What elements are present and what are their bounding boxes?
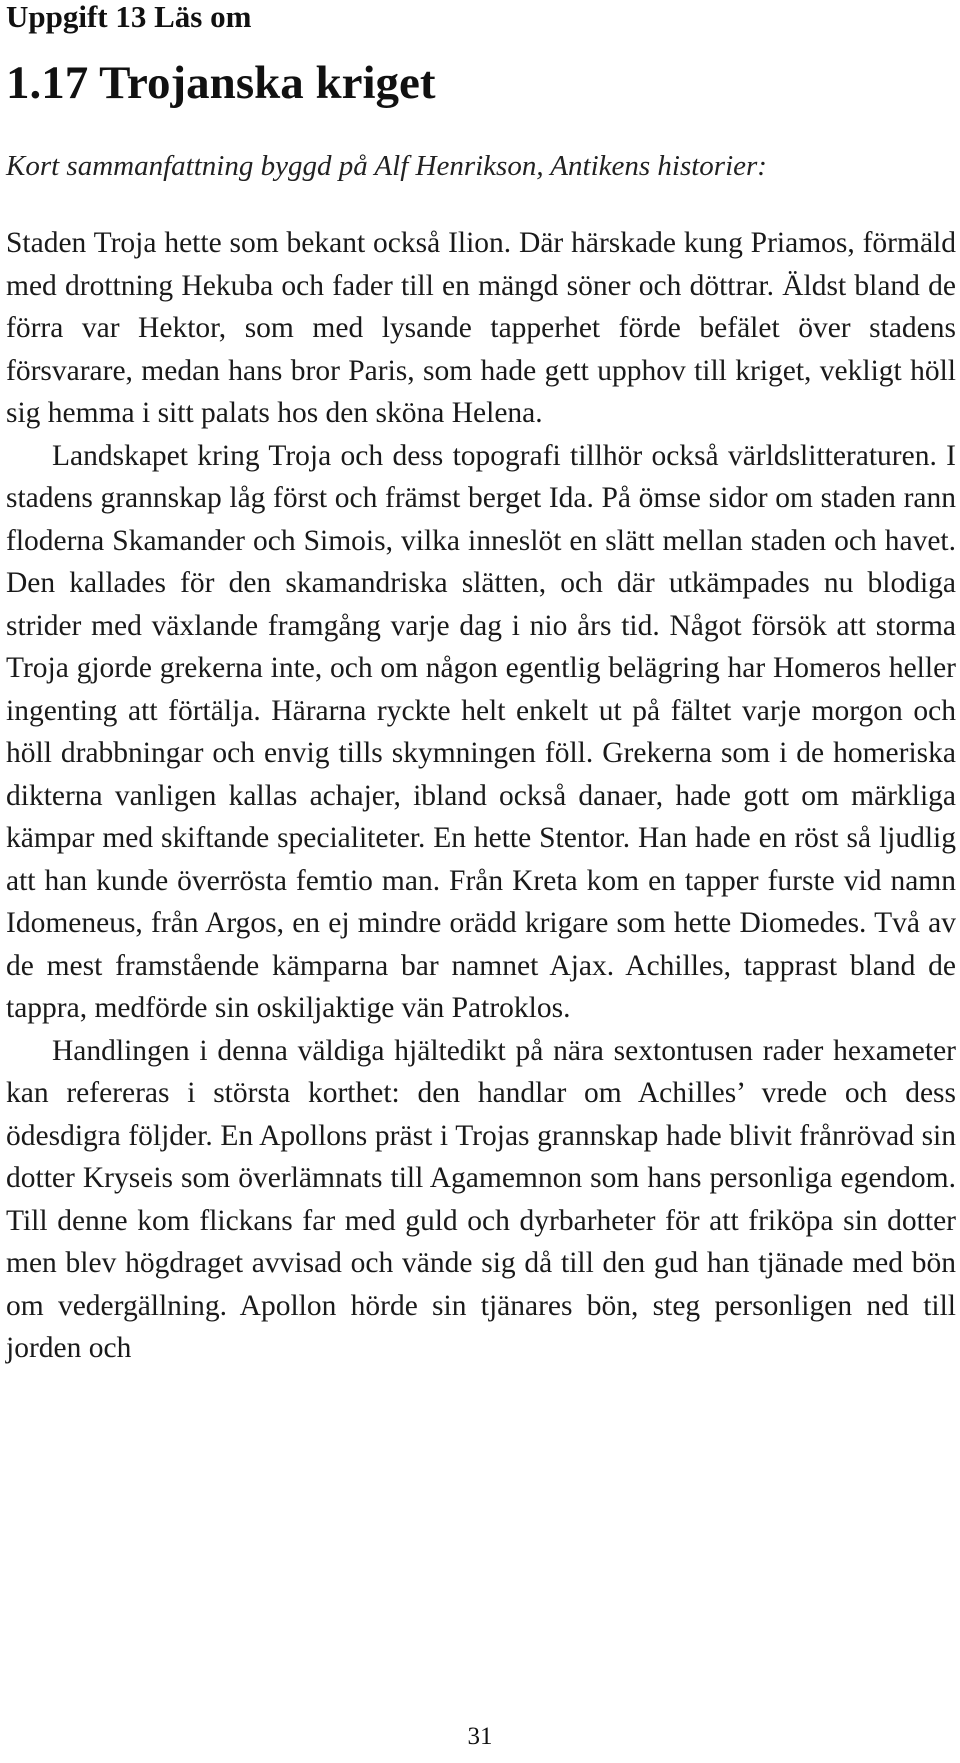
paragraph-3: Handlingen i denna väldiga hjältedikt på nära sextontusen rader hexameter kan refereras i största korthet: den handlar om Achilles’ vrede och dess ödesdigra följder. En Apollons präst i Trojas grannskap hade blivit frånrövad sin dotter Kryseis som överlämnats till Agamemnon som hans personliga egendom. Till denne kom flickans far med guld och dyrbarheter för att friköpa sin dotter men blev högdraget avvisad och vände sig då till den gud han tjänade med bön om vedergällning. Apollon hörde sin tjänares bön, steg personligen ned till jorden och — [6, 1034, 956, 1364]
paragraph-2: Landskapet kring Troja och dess topografi tillhör också världslitteraturen. I stadens grannskap låg först och främst berget Ida. På ömse sidor om staden rann floderna Skamander och Simois, vilka inneslöt en slätt mellan staden och havet. Den kallades för den skamandriska slätten, och där utkämpades nu blodiga strider med växlande framgång varje dag i nio års tid. Något försök att storma Troja gjorde grekerna inte, och om någon egentlig belägring har Homeros heller ingenting att förtälja. Härarna ryckte helt enkelt ut på fältet varje morgon och höll drabbningar och envig tills skymningen föll. Grekerna som i de homeriska dikterna vanligen kallas achajer, ibland också danaer, hade gott om märkliga kämpar med skiftande specialiteter. En hette Stentor. Han hade en röst så ljudlig att han kunde överrösta femtio man. Från Kreta kom en tapper furste vid namn Idomeneus, från Argos, en ej mindre orädd krigare som hette Diomedes. Två av de mest framstående kämparna bar namnet Ajax. Achilles, tapprast bland de tappra, medförde sin oskiljaktige vän Patroklos. — [6, 439, 956, 1024]
source-subtitle: Kort sammanfattning byggd på Alf Henrikson, Antikens historier: — [6, 150, 767, 182]
chapter-title: 1.17 Trojanska kriget — [6, 57, 436, 109]
exercise-title: Uppgift 13 Läs om — [6, 0, 252, 34]
page-number: 31 — [467, 1723, 493, 1750]
paragraph-1: Staden Troja hette som bekant också Ilion. Där härskade kung Priamos, förmäld med drottning Hekuba och fader till en mängd söner och döttrar. Äldst bland de förra var Hektor, som med lysande tapperhet förde befälet över stadens försvarare, medan hans bror Paris, som hade gett upphov till kriget, vekligt höll sig hemma i sitt palats hos den sköna Helena. — [6, 227, 956, 429]
body-text — [6, 222, 956, 1370]
